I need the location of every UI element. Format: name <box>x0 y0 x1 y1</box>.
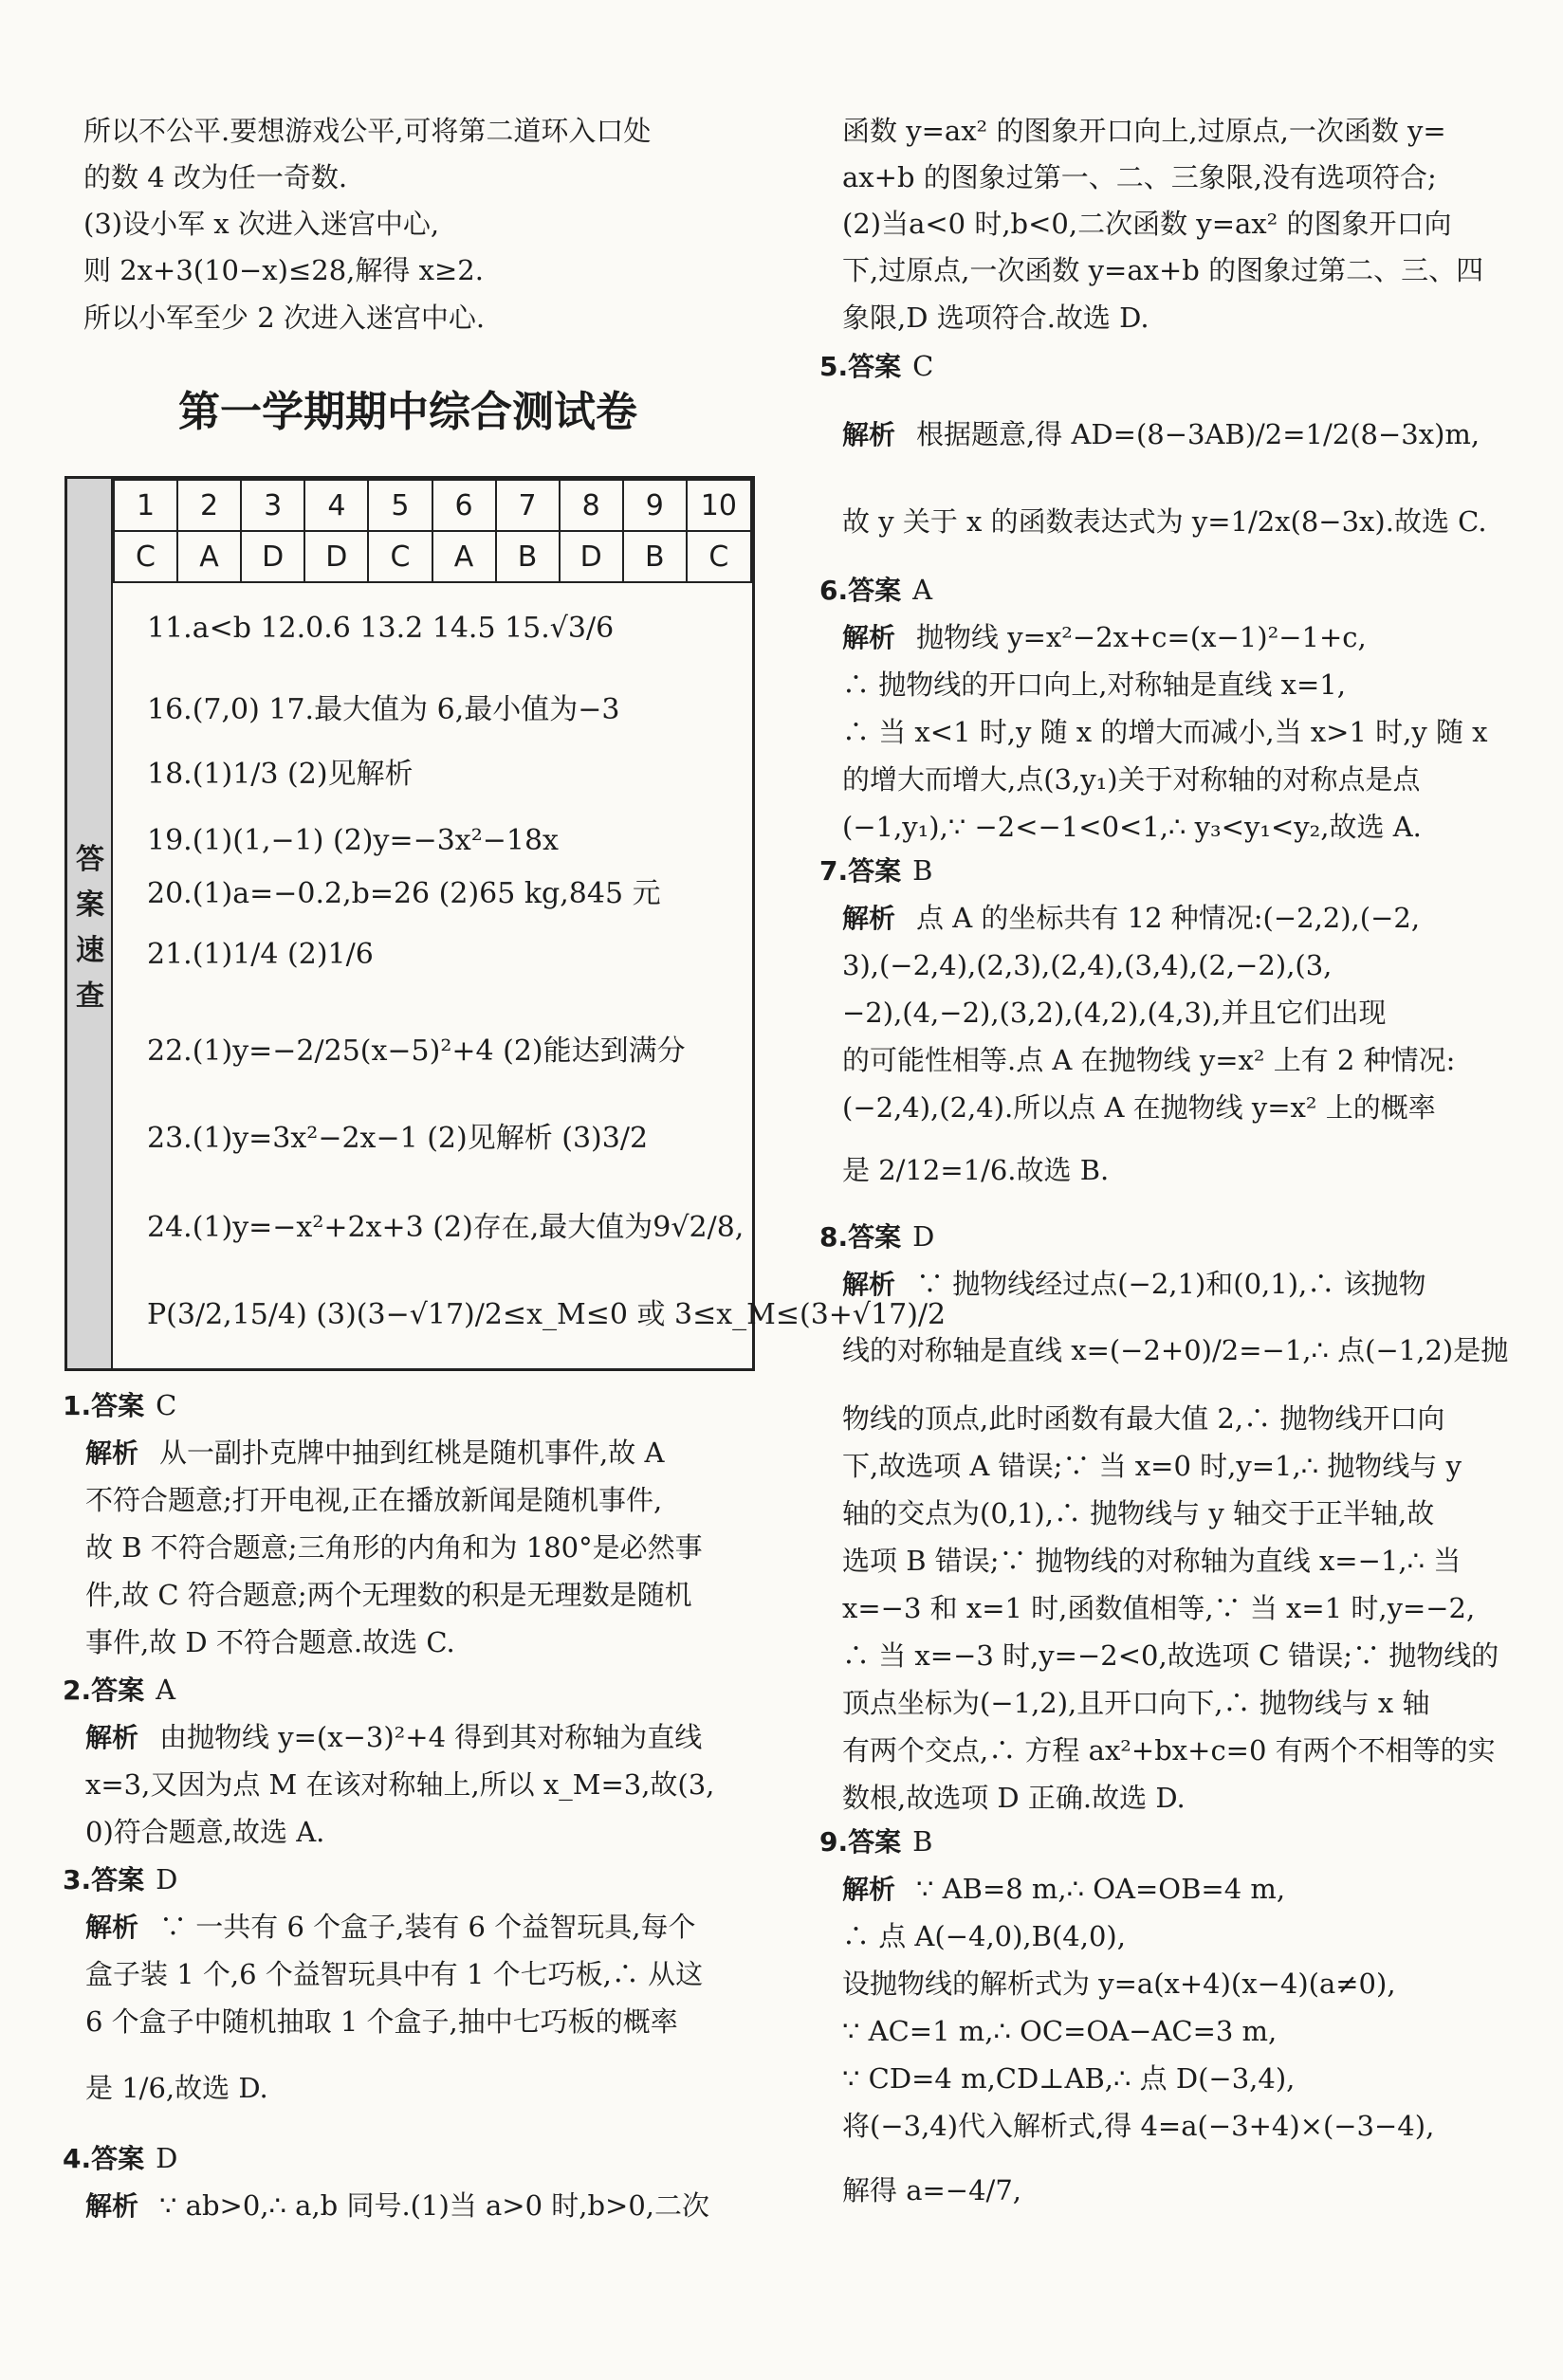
text-line: 3),(−2,4),(2,3),(2,4),(3,4),(2,−2),(3, <box>842 949 1333 981</box>
answer-box-side-label <box>67 479 113 1368</box>
answer-grid <box>113 479 752 583</box>
text-line: 则 2x+3(10−x)≤28,解得 x≥2. <box>83 254 484 286</box>
question-9-header <box>819 1822 932 1861</box>
answer-label: 5.答案 <box>819 351 902 382</box>
question-4-header <box>63 2139 177 2178</box>
text-line: 事件,故 D 不符合题意.故选 C. <box>85 1626 455 1658</box>
text-line: 函数 y=ax² 的图象开口向上,过原点,一次函数 y= <box>842 115 1446 147</box>
text-line: 物线的顶点,此时函数有最大值 2,∴ 抛物线开口向 <box>842 1402 1445 1435</box>
answer-value: D <box>156 2142 178 2174</box>
answer-value: D <box>156 1863 178 1895</box>
question-5-header <box>819 347 933 386</box>
side-char: 查 <box>76 979 104 1013</box>
text-line: 解析 抛物线 y=x²−2x+c=(x−1)²−1+c, <box>842 621 1367 653</box>
side-char: 答 <box>76 843 104 876</box>
side-char: 速 <box>76 934 104 967</box>
analysis-label: 解析 <box>842 1269 896 1300</box>
page-title: 第一学期期中综合测试卷 <box>178 388 637 436</box>
text-line: 所以不公平.要想游戏公平,可将第二道环入口处 <box>83 115 652 147</box>
text-line: 象限,D 选项符合.故选 D. <box>842 302 1149 334</box>
text-line: 故 B 不符合题意;三角形的内角和为 180°是必然事 <box>85 1531 703 1564</box>
text-line: x=−3 和 x=1 时,函数值相等,∵ 当 x=1 时,y=−2, <box>842 1592 1476 1624</box>
grid-cell: 9 <box>623 480 687 531</box>
text-line: 是 1/6,故选 D. <box>85 2072 268 2104</box>
grid-cell: C <box>114 531 177 582</box>
answer-label: 4.答案 <box>63 2143 145 2174</box>
grid-cell: B <box>496 531 560 582</box>
grid-cell: 3 <box>241 480 304 531</box>
text-line: 解得 a=−4/7, <box>842 2174 1021 2206</box>
text-line: (−1,y₁),∵ −2<−1<0<1,∴ y₃<y₁<y₂,故选 A. <box>842 811 1422 843</box>
grid-cell: D <box>560 531 623 582</box>
text-line: 6 个盒子中随机抽取 1 个盒子,抽中七巧板的概率 <box>85 2005 678 2038</box>
question-6-header <box>819 571 932 610</box>
text-line: 解析 根据题意,得 AD=(8−3AB)/2=1/2(8−3x)m, <box>842 418 1480 450</box>
answer-value: C <box>156 1389 177 1421</box>
text-line: 0)符合题意,故选 A. <box>85 1816 325 1848</box>
side-char: 案 <box>76 888 104 922</box>
grid-cell: 10 <box>687 480 751 531</box>
answer-label: 6.答案 <box>819 575 902 606</box>
text-line: 有两个交点,∴ 方程 ax²+bx+c=0 有两个不相等的实 <box>842 1734 1496 1767</box>
text-line: 数根,故选项 D 正确.故选 D. <box>842 1782 1186 1814</box>
text-line: 的可能性相等.点 A 在抛物线 y=x² 上有 2 种情况: <box>842 1044 1456 1076</box>
answer-line: 21.(1)1/4 (2)1/6 <box>147 938 374 971</box>
answer-label: 2.答案 <box>63 1675 145 1706</box>
grid-cell: 5 <box>368 480 432 531</box>
text-line: 线的对称轴是直线 x=(−2+0)/2=−1,∴ 点(−1,2)是抛 <box>842 1334 1509 1366</box>
grid-cell: 1 <box>114 480 177 531</box>
answer-label: 8.答案 <box>819 1221 902 1253</box>
grid-cell: A <box>177 531 241 582</box>
answer-line: 11.a<b 12.0.6 13.2 14.5 15.√3/6 <box>147 612 615 645</box>
grid-cell: 6 <box>432 480 496 531</box>
analysis-label: 解析 <box>842 1874 896 1905</box>
answer-line: 20.(1)a=−0.2,b=26 (2)65 kg,845 元 <box>147 877 661 910</box>
analysis-label: 解析 <box>842 622 896 653</box>
grid-cell: C <box>368 531 432 582</box>
answer-label: 9.答案 <box>819 1826 902 1858</box>
text-line: 将(−3,4)代入解析式,得 4=a(−3+4)×(−3−4), <box>842 2110 1435 2142</box>
text-line: 所以小军至少 2 次进入迷宫中心. <box>83 302 486 334</box>
text-line: ax+b 的图象过第一、二、三象限,没有选项符合; <box>842 161 1437 193</box>
analysis-label: 解析 <box>85 1912 139 1943</box>
grid-cell: 7 <box>496 480 560 531</box>
grid-cell: A <box>432 531 496 582</box>
text-line: 解析 由抛物线 y=(x−3)²+4 得到其对称轴为直线 <box>85 1721 703 1753</box>
answer-label: 7.答案 <box>819 855 902 887</box>
text-line: 下,过原点,一次函数 y=ax+b 的图象过第二、三、四 <box>842 254 1484 286</box>
text-line: (3)设小军 x 次进入迷宫中心, <box>83 208 440 240</box>
text-line: ∴ 当 x<1 时,y 随 x 的增大而减小,当 x>1 时,y 随 x <box>842 716 1488 748</box>
answer-label: 1.答案 <box>63 1390 145 1421</box>
answer-label: 3.答案 <box>63 1864 145 1895</box>
grid-cell: 8 <box>560 480 623 531</box>
text-line: 不符合题意;打开电视,正在播放新闻是随机事件, <box>85 1484 663 1516</box>
text-line: 解析 ∵ 一共有 6 个盒子,装有 6 个益智玩具,每个 <box>85 1911 696 1943</box>
answer-value: D <box>912 1220 935 1253</box>
answer-line: 22.(1)y=−2/25(x−5)²+4 (2)能达到满分 <box>147 1034 686 1068</box>
analysis-label: 解析 <box>842 903 896 934</box>
text-line: ∵ CD=4 m,CD⊥AB,∴ 点 D(−3,4), <box>842 2062 1296 2095</box>
text-line: 设抛物线的解析式为 y=a(x+4)(x−4)(a≠0), <box>842 1968 1396 2000</box>
grid-cell: 4 <box>304 480 368 531</box>
question-2-header <box>63 1671 175 1710</box>
text-line: 盒子装 1 个,6 个益智玩具中有 1 个七巧板,∴ 从这 <box>85 1958 704 1990</box>
text-line: ∵ AC=1 m,∴ OC=OA−AC=3 m, <box>842 2015 1278 2047</box>
text-line: 件,故 C 符合题意;两个无理数的积是无理数是随机 <box>85 1579 692 1611</box>
text-line: x=3,又因为点 M 在该对称轴上,所以 x_M=3,故(3, <box>85 1768 715 1801</box>
answer-line: 19.(1)(1,−1) (2)y=−3x²−18x <box>147 824 559 857</box>
answer-value: C <box>912 350 934 382</box>
text-line: ∴ 当 x=−3 时,y=−2<0,故选项 C 错误;∵ 抛物线的 <box>842 1639 1499 1672</box>
text-line: 解析 ∵ ab>0,∴ a,b 同号.(1)当 a>0 时,b>0,二次 <box>85 2189 709 2222</box>
grid-cell: D <box>304 531 368 582</box>
text-line: 解析 从一副扑克牌中抽到红桃是随机事件,故 A <box>85 1437 665 1469</box>
answer-line: 18.(1)1/3 (2)见解析 <box>147 758 414 791</box>
text-line: (2)当a<0 时,b<0,二次函数 y=ax² 的图象开口向 <box>842 208 1452 240</box>
text-line: 下,故选项 A 错误;∵ 当 x=0 时,y=1,∴ 抛物线与 y <box>842 1450 1462 1482</box>
question-1-header <box>63 1386 176 1425</box>
answer-value: B <box>912 854 933 887</box>
text-line: (−2,4),(2,4).所以点 A 在抛物线 y=x² 上的概率 <box>842 1091 1436 1124</box>
grid-cell: C <box>687 531 751 582</box>
text-line: 的数 4 改为任一奇数. <box>83 161 348 193</box>
answer-line: P(3/2,15/4) (3)(3−√17)/2≤x_M≤0 或 3≤x_M≤(3+√17)/2 <box>147 1298 947 1331</box>
analysis-label: 解析 <box>85 1722 139 1753</box>
answer-letter-row <box>114 531 751 582</box>
question-8-header <box>819 1217 934 1256</box>
text-line: ∴ 点 A(−4,0),B(4,0), <box>842 1920 1126 1952</box>
answer-line: 24.(1)y=−x²+2x+3 (2)存在,最大值为9√2/8, <box>147 1211 745 1244</box>
text-line: −2),(4,−2),(3,2),(4,2),(4,3),并且它们出现 <box>842 997 1387 1029</box>
text-line: 解析 点 A 的坐标共有 12 种情况:(−2,2),(−2, <box>842 902 1421 934</box>
text-line: 顶点坐标为(−1,2),且开口向下,∴ 抛物线与 x 轴 <box>842 1687 1430 1719</box>
answer-line: 16.(7,0) 17.最大值为 6,最小值为−3 <box>147 693 620 726</box>
analysis-label: 解析 <box>85 2190 139 2222</box>
question-number-row <box>114 480 751 531</box>
analysis-label: 解析 <box>85 1437 139 1469</box>
text-line: 解析 ∵ 抛物线经过点(−2,1)和(0,1),∴ 该抛物 <box>842 1268 1426 1300</box>
answer-value: A <box>912 574 933 606</box>
text-line: 选项 B 错误;∵ 抛物线的对称轴为直线 x=−1,∴ 当 <box>842 1545 1462 1577</box>
answer-line: 23.(1)y=3x²−2x−1 (2)见解析 (3)3/2 <box>147 1122 649 1155</box>
question-7-header <box>819 851 932 890</box>
text-line: 解析 ∵ AB=8 m,∴ OA=OB=4 m, <box>842 1873 1286 1905</box>
question-3-header <box>63 1860 177 1899</box>
text-line: 是 2/12=1/6.故选 B. <box>842 1154 1110 1186</box>
answer-value: A <box>156 1674 176 1706</box>
grid-cell: D <box>241 531 304 582</box>
grid-cell: 2 <box>177 480 241 531</box>
text-line: 的增大而增大,点(3,y₁)关于对称轴的对称点是点 <box>842 763 1421 796</box>
text-line: 轴的交点为(0,1),∴ 抛物线与 y 轴交于正半轴,故 <box>842 1497 1435 1529</box>
grid-cell: B <box>623 531 687 582</box>
analysis-label: 解析 <box>842 419 896 450</box>
text-line: ∴ 抛物线的开口向上,对称轴是直线 x=1, <box>842 668 1346 701</box>
text-line: 故 y 关于 x 的函数表达式为 y=1/2x(8−3x).故选 C. <box>842 505 1487 538</box>
answer-value: B <box>912 1825 933 1858</box>
